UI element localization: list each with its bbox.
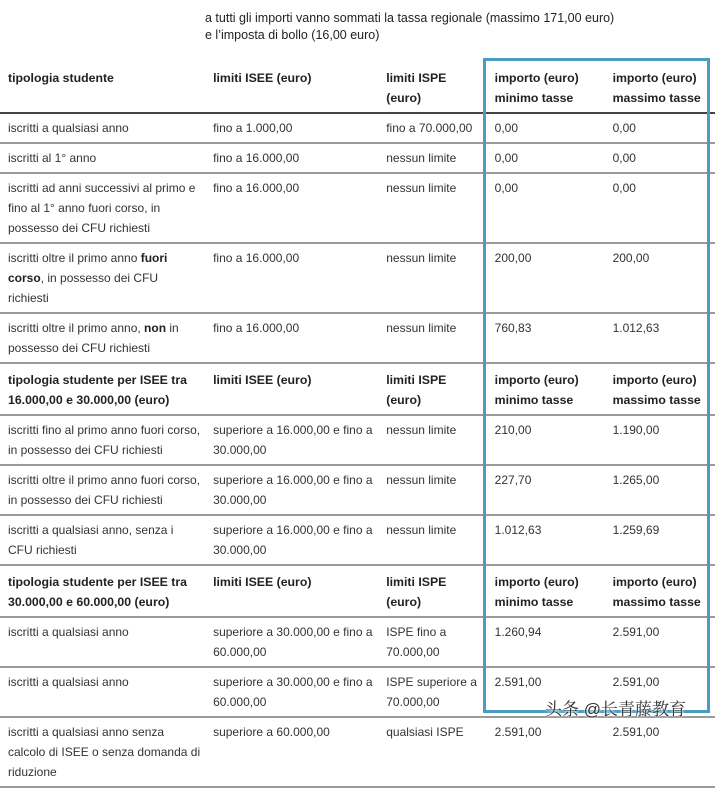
cell-isee: superiore a 30.000,00 e fino a 60.000,00	[205, 667, 378, 717]
table-row	[0, 243, 715, 313]
cell-isee: fino a 16.000,00	[205, 173, 378, 243]
table-row	[0, 113, 715, 143]
cell-student-type	[0, 243, 205, 313]
cell-max-fee: 2.591,00	[605, 667, 715, 717]
header-isee-limits: limiti ISEE (euro)	[205, 565, 378, 617]
cell-ispe: nessun limite	[378, 465, 486, 515]
cell-ispe: fino a 70.000,00	[378, 113, 486, 143]
cell-max-fee: 2.591,00	[605, 617, 715, 667]
cell-ispe: nessun limite	[378, 415, 486, 465]
table-row	[0, 617, 715, 667]
cell-min-fee: 0,00	[487, 143, 605, 173]
table-row	[0, 415, 715, 465]
cell-min-fee: 200,00	[487, 243, 605, 313]
table-row	[0, 313, 715, 363]
header-max-fee: importo (euro) massimo tasse	[605, 565, 715, 617]
header-ispe-limits: limiti ISPE (euro)	[378, 363, 486, 415]
cell-min-fee: 1.260,94	[487, 617, 605, 667]
cell-ispe: nessun limite	[378, 313, 486, 363]
table-row	[0, 717, 715, 787]
section-header-row-30k-60k	[0, 565, 715, 617]
header-min-fee: importo (euro) minimo tasse	[487, 62, 605, 113]
table-row	[0, 515, 715, 565]
watermark: 头条 @长青藤教育	[545, 700, 686, 719]
cell-isee: superiore a 16.000,00 e fino a 30.000,00	[205, 415, 378, 465]
header-student-type: tipologia studente per ISEE tra 30.000,00 e 60.000,00 (euro)	[0, 565, 205, 617]
fee-note-line1: a tutti gli importi vanno sommati la tassa regionale (massimo 171,00 euro)	[205, 11, 615, 25]
text: in possesso dei CFU richiesti	[8, 321, 179, 355]
table-row	[0, 143, 715, 173]
section-header-row-16k-30k	[0, 363, 715, 415]
cell-isee: superiore a 16.000,00 e fino a 30.000,00	[205, 515, 378, 565]
cell-student-type	[0, 313, 205, 363]
cell-min-fee: 2.591,00	[487, 667, 605, 717]
cell-max-fee: 0,00	[605, 113, 715, 143]
cell-max-fee: 1.259,69	[605, 515, 715, 565]
cell-ispe: nessun limite	[378, 243, 486, 313]
cell-isee: fino a 16.000,00	[205, 243, 378, 313]
cell-ispe: nessun limite	[378, 515, 486, 565]
cell-min-fee: 760,83	[487, 313, 605, 363]
header-ispe-limits: limiti ISPE (euro)	[378, 62, 486, 113]
cell-max-fee: 1.012,63	[605, 313, 715, 363]
cell-ispe: qualsiasi ISPE	[378, 717, 486, 787]
cell-max-fee: 200,00	[605, 243, 715, 313]
header-max-fee: importo (euro) massimo tasse	[605, 363, 715, 415]
cell-student-type: iscritti a qualsiasi anno senza calcolo di ISEE o senza domanda di riduzione	[0, 717, 205, 787]
cell-max-fee: 0,00	[605, 173, 715, 243]
cell-student-type: iscritti a qualsiasi anno	[0, 667, 205, 717]
cell-isee: superiore a 60.000,00	[205, 717, 378, 787]
cell-student-type: iscritti fino al primo anno fuori corso, in possesso dei CFU richiesti	[0, 415, 205, 465]
cell-max-fee: 2.591,00	[605, 717, 715, 787]
cell-isee: superiore a 30.000,00 e fino a 60.000,00	[205, 617, 378, 667]
cell-isee: superiore a 16.000,00 e fino a 30.000,00	[205, 465, 378, 515]
cell-student-type: iscritti a qualsiasi anno	[0, 617, 205, 667]
cell-max-fee: 1.190,00	[605, 415, 715, 465]
fee-note-line2: e l’imposta di bollo (16,00 euro)	[205, 28, 380, 42]
header-min-fee: importo (euro) minimo tasse	[487, 565, 605, 617]
cell-student-type: iscritti al 1° anno	[0, 143, 205, 173]
cell-isee: fino a 16.000,00	[205, 313, 378, 363]
cell-min-fee: 227,70	[487, 465, 605, 515]
cell-min-fee: 0,00	[487, 113, 605, 143]
header-student-type: tipologia studente per ISEE tra 16.000,00 e 30.000,00 (euro)	[0, 363, 205, 415]
header-isee-limits: limiti ISEE (euro)	[205, 62, 378, 113]
cell-min-fee: 1.012,63	[487, 515, 605, 565]
emphasis-text: fuori corso	[8, 251, 168, 285]
cell-ispe: ISPE superiore a 70.000,00	[378, 667, 486, 717]
cell-student-type: iscritti ad anni successivi al primo e fino al 1° anno fuori corso, in possesso dei CFU richiesti	[0, 173, 205, 243]
header-min-fee: importo (euro) minimo tasse	[487, 363, 605, 415]
table-row	[0, 173, 715, 243]
text: , in possesso dei CFU richiesti	[8, 271, 159, 305]
cell-ispe: nessun limite	[378, 173, 486, 243]
cell-min-fee: 210,00	[487, 415, 605, 465]
cell-student-type: iscritti a qualsiasi anno	[0, 113, 205, 143]
header-ispe-limits: limiti ISPE (euro)	[378, 565, 486, 617]
cell-student-type: iscritti a qualsiasi anno, senza i CFU richiesti	[0, 515, 205, 565]
cell-isee: fino a 16.000,00	[205, 143, 378, 173]
header-isee-limits: limiti ISEE (euro)	[205, 363, 378, 415]
cell-ispe: nessun limite	[378, 143, 486, 173]
cell-min-fee: 0,00	[487, 173, 605, 243]
table-header-row	[0, 62, 715, 113]
cell-isee: fino a 1.000,00	[205, 113, 378, 143]
cell-student-type: iscritti oltre il primo anno fuori corso, in possesso dei CFU richiesti	[0, 465, 205, 515]
cell-max-fee: 0,00	[605, 143, 715, 173]
cell-ispe: ISPE fino a 70.000,00	[378, 617, 486, 667]
fee-note	[205, 10, 614, 44]
text: iscritti oltre il primo anno,	[8, 321, 145, 335]
tuition-fee-table	[0, 62, 715, 788]
emphasis-text: non	[144, 321, 167, 335]
header-student-type: tipologia studente	[0, 62, 205, 113]
text: iscritti oltre il primo anno	[8, 251, 141, 265]
cell-max-fee: 1.265,00	[605, 465, 715, 515]
table-row	[0, 465, 715, 515]
header-max-fee: importo (euro) massimo tasse	[605, 62, 715, 113]
cell-min-fee: 2.591,00	[487, 717, 605, 787]
